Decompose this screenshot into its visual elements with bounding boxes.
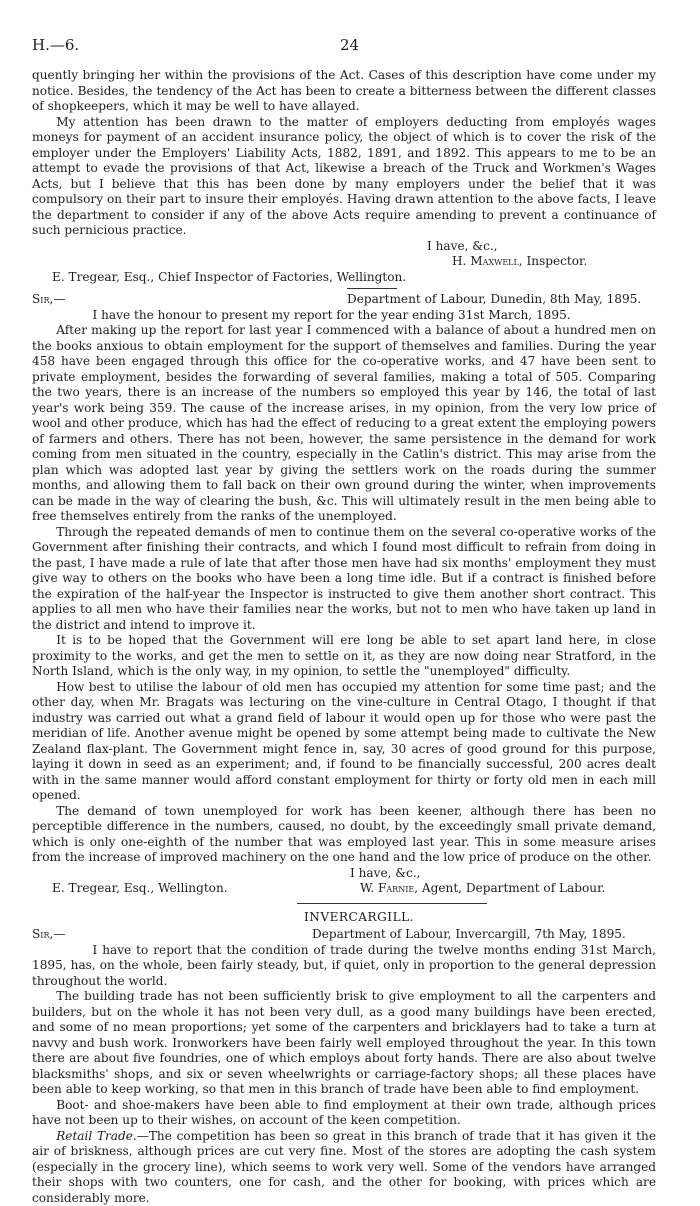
section-divider-short (347, 288, 397, 289)
dunedin-signature-title: , Agent, Department of Labour. (414, 881, 605, 895)
dunedin-paragraph-1: I have the honour to present my report for the year ending 31st March, 1895. (32, 308, 656, 324)
dunedin-closing: I have, &c., (350, 866, 421, 882)
maxwell-closing-line (32, 239, 656, 255)
maxwell-closing: I have, &c., (427, 239, 498, 255)
dunedin-paragraph-5: How best to utilise the labour of old men has occupied my attention for some time past; and the other day, when Mr. Bragats was lecturing on the vine-culture in Central Otago, I thought if that industry was carried out what a grand field of labour it would open up for those who were past the meridian of life. Another avenue might be opened by some attempt being made to cultivate the New Zealand flax-plant. The Government might fence in, say, 30 acres of good ground for this purpose, laying it down in seed as an experiment; and, if found to be financially successful, 200 acres dealt with in the same manner would afford constant employment for thirty or forty old men in each mill opened. (32, 680, 656, 804)
invercargill-header-row (32, 927, 656, 943)
invercargill-section-title: INVERCARGILL. (32, 910, 656, 926)
dunedin-paragraph-6: The demand of town unemployed for work has been keener, although there has been no perceptible difference in the numbers, caused, no doubt, by the exceedingly small private demand, which is only one-eighth of the number that was employed last year. This in some measure arises from the increase of improved machinery on the one hand and the low price of produce on the other. (32, 804, 656, 866)
section-divider-long (297, 903, 487, 904)
retail-trade-heading: Retail Trade. (56, 1129, 137, 1143)
invercargill-salutation: Sir,— (32, 927, 65, 943)
invercargill-department-line: Department of Labour, Invercargill, 7th May, 1895. (312, 927, 626, 943)
document-reference: H.—6. (32, 38, 79, 54)
dunedin-department-line: Department of Labour, Dunedin, 8th May, 1895. (347, 292, 641, 308)
invercargill-paragraph-3: Boot- and shoe-makers have been able to find employment at their own trade, although prices have not been up to their wishes, on account of the keen competition. (32, 1098, 656, 1129)
page-number: 24 (340, 38, 359, 54)
maxwell-paragraph-1: quently bringing her within the provisions of the Act. Cases of this description have come under my notice. Besides, the tendency of the Act has been to create a bitterness between the different classes of shopkeepers, which it may be well to have allayed. (32, 68, 656, 115)
maxwell-signature (452, 254, 587, 270)
dunedin-paragraph-3: Through the repeated demands of men to continue them on the several co-operative works of the Government after finishing their contracts, and which I found most difficult to refrain from doing in the past, I have made a rule of late that after those men have had six months' employment they must give way to others on the books who have been a long time idle. But if a contract is finished before the expiration of the half-year the Inspector is instructed to give them another short contract. This applies to all men who have their families near the works, but not to men who have taken up land in the district and intend to improve it. (32, 525, 656, 634)
dunedin-paragraph-4: It is to be hoped that the Government will ere long be able to set apart land here, in close proximity to the works, and get the men to settle on it, as they are now doing near Stratford, in the North Island, which is the only way, in my opinion, to settle the "unemployed" difficulty. (32, 633, 656, 680)
maxwell-signature-title: , Inspector. (519, 254, 588, 268)
invercargill-paragraph-4 (32, 1129, 656, 1206)
invercargill-paragraph-1: I have to report that the condition of trade during the twelve months ending 31st March, 1895, has, on the whole, been fairly steady, but, if quiet, only in proportion to the general depression throughout the world. (32, 943, 656, 990)
invercargill-paragraph-2: The building trade has not been sufficiently brisk to give employment to all the carpenters and builders, but on the whole it has not been very dull, as a good many buildings have been erected, and some of no mean proportions; yet some of the carpenters and bricklayers had to take a turn at navvy and bush work. Ironworkers have been fairly well employed throughout the year. In this town there are about five foundries, one of which employs about forty hands. There are also about twelve blacksmiths' shops, and six or seven wheelwrights or carriage-factory shops; all these places have been able to keep working, so that men in this branch of trade have been able to find employment. (32, 989, 656, 1098)
dunedin-addressee: E. Tregear, Esq., Wellington. (52, 881, 228, 897)
maxwell-addressee: E. Tregear, Esq., Chief Inspector of Factories, Wellington. (32, 270, 656, 286)
maxwell-paragraph-2: My attention has been drawn to the matter of employers deducting from employés wages moneys for payment of an accident insurance policy, the object of which is to cover the risk of the employer under the Employers' Liability Acts, 1882, 1891, and 1892. This appears to me to be an attempt to evade the provisions of that Act, likewise a breach of the Truck and Workmen's Wages Acts, but I believe that this has been done by many employers under the belief that it was compulsory on their part to insure their employés. Having drawn attention to the above facts, I leave the department to consider if any of the above Acts require amending to prevent a continuance of such pernicious practice. (32, 115, 656, 239)
maxwell-signature-line (32, 254, 656, 270)
dunedin-signature-row (32, 881, 656, 897)
dunedin-closing-line (32, 866, 656, 882)
maxwell-signature-name: H. Maxwell (452, 254, 519, 268)
dunedin-header-row (32, 292, 656, 308)
retail-trade-text: —The competition has been so great in this branch of trade that it has given it the air of briskness, although prices are cut very fine. Most of the stores are adopting the cash system (especially in the grocery line), which seems to work very well. Some of the vendors have arranged their shops with two counters, one for cash, and the other for booking, with prices which are considerably more. (32, 1129, 656, 1205)
page-header (32, 38, 656, 68)
dunedin-signature (360, 881, 605, 897)
dunedin-signature-name: W. Farnie (360, 881, 414, 895)
dunedin-salutation: Sir,— (32, 292, 65, 308)
dunedin-paragraph-2: After making up the report for last year I commenced with a balance of about a hundred men on the books anxious to obtain employment for the support of themselves and families. During the year 458 have been engaged through this office for the co-operative works, and 47 have been sent to private employment, besides the forwarding of several families, making a total of 505. Comparing the two years, there is an increase of the numbers so employed this year by 146, the total of last year's work being 359. The cause of the increase arises, in my opinion, from the very low price of wool and other produce, which has had the effect of reducing to a great extent the employing powers of farmers and others. There has not been, however, the same persistence in the demand for work coming from men situated in the country, especially in the Catlin's district. This may arise from the plan which was adopted last year by giving the settlers work on the roads during the summer months, and allowing them to fall back on their own ground during the winter, when improvements can be made in the way of clearing the bush, &c. This will ultimately result in the men being able to free themselves entirely from the ranks of the unemployed. (32, 323, 656, 525)
